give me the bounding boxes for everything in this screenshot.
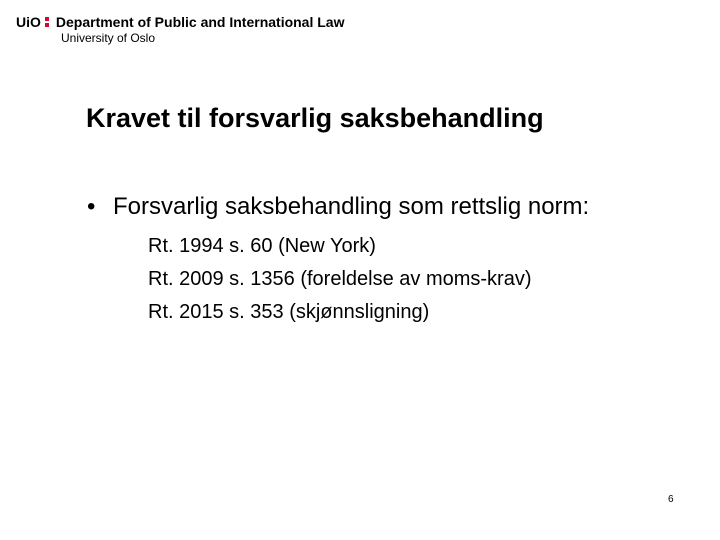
page-number: 6	[668, 494, 674, 505]
case-list-item: Rt. 2009 s. 1356 (foreldelse av moms-krav)	[148, 268, 532, 290]
case-list-item: Rt. 2015 s. 353 (skjønnsligning)	[148, 301, 430, 323]
logo-colon-icon	[45, 16, 50, 28]
university-name: University of Oslo	[61, 31, 156, 45]
case-list	[148, 230, 532, 329]
bullet-item	[87, 192, 589, 222]
slide-title: Kravet til forsvarlig saksbehandling	[86, 103, 544, 133]
department-name: Department of Public and International Law	[55, 14, 345, 30]
header-logo-row	[16, 12, 616, 32]
bullet-text: Forsvarlig saksbehandling som rettslig norm:	[113, 193, 590, 220]
header	[16, 12, 616, 48]
uio-logo: UiO	[16, 14, 41, 30]
bullet-icon: •	[87, 193, 96, 220]
case-list-item: Rt. 1994 s. 60 (New York)	[148, 235, 376, 257]
